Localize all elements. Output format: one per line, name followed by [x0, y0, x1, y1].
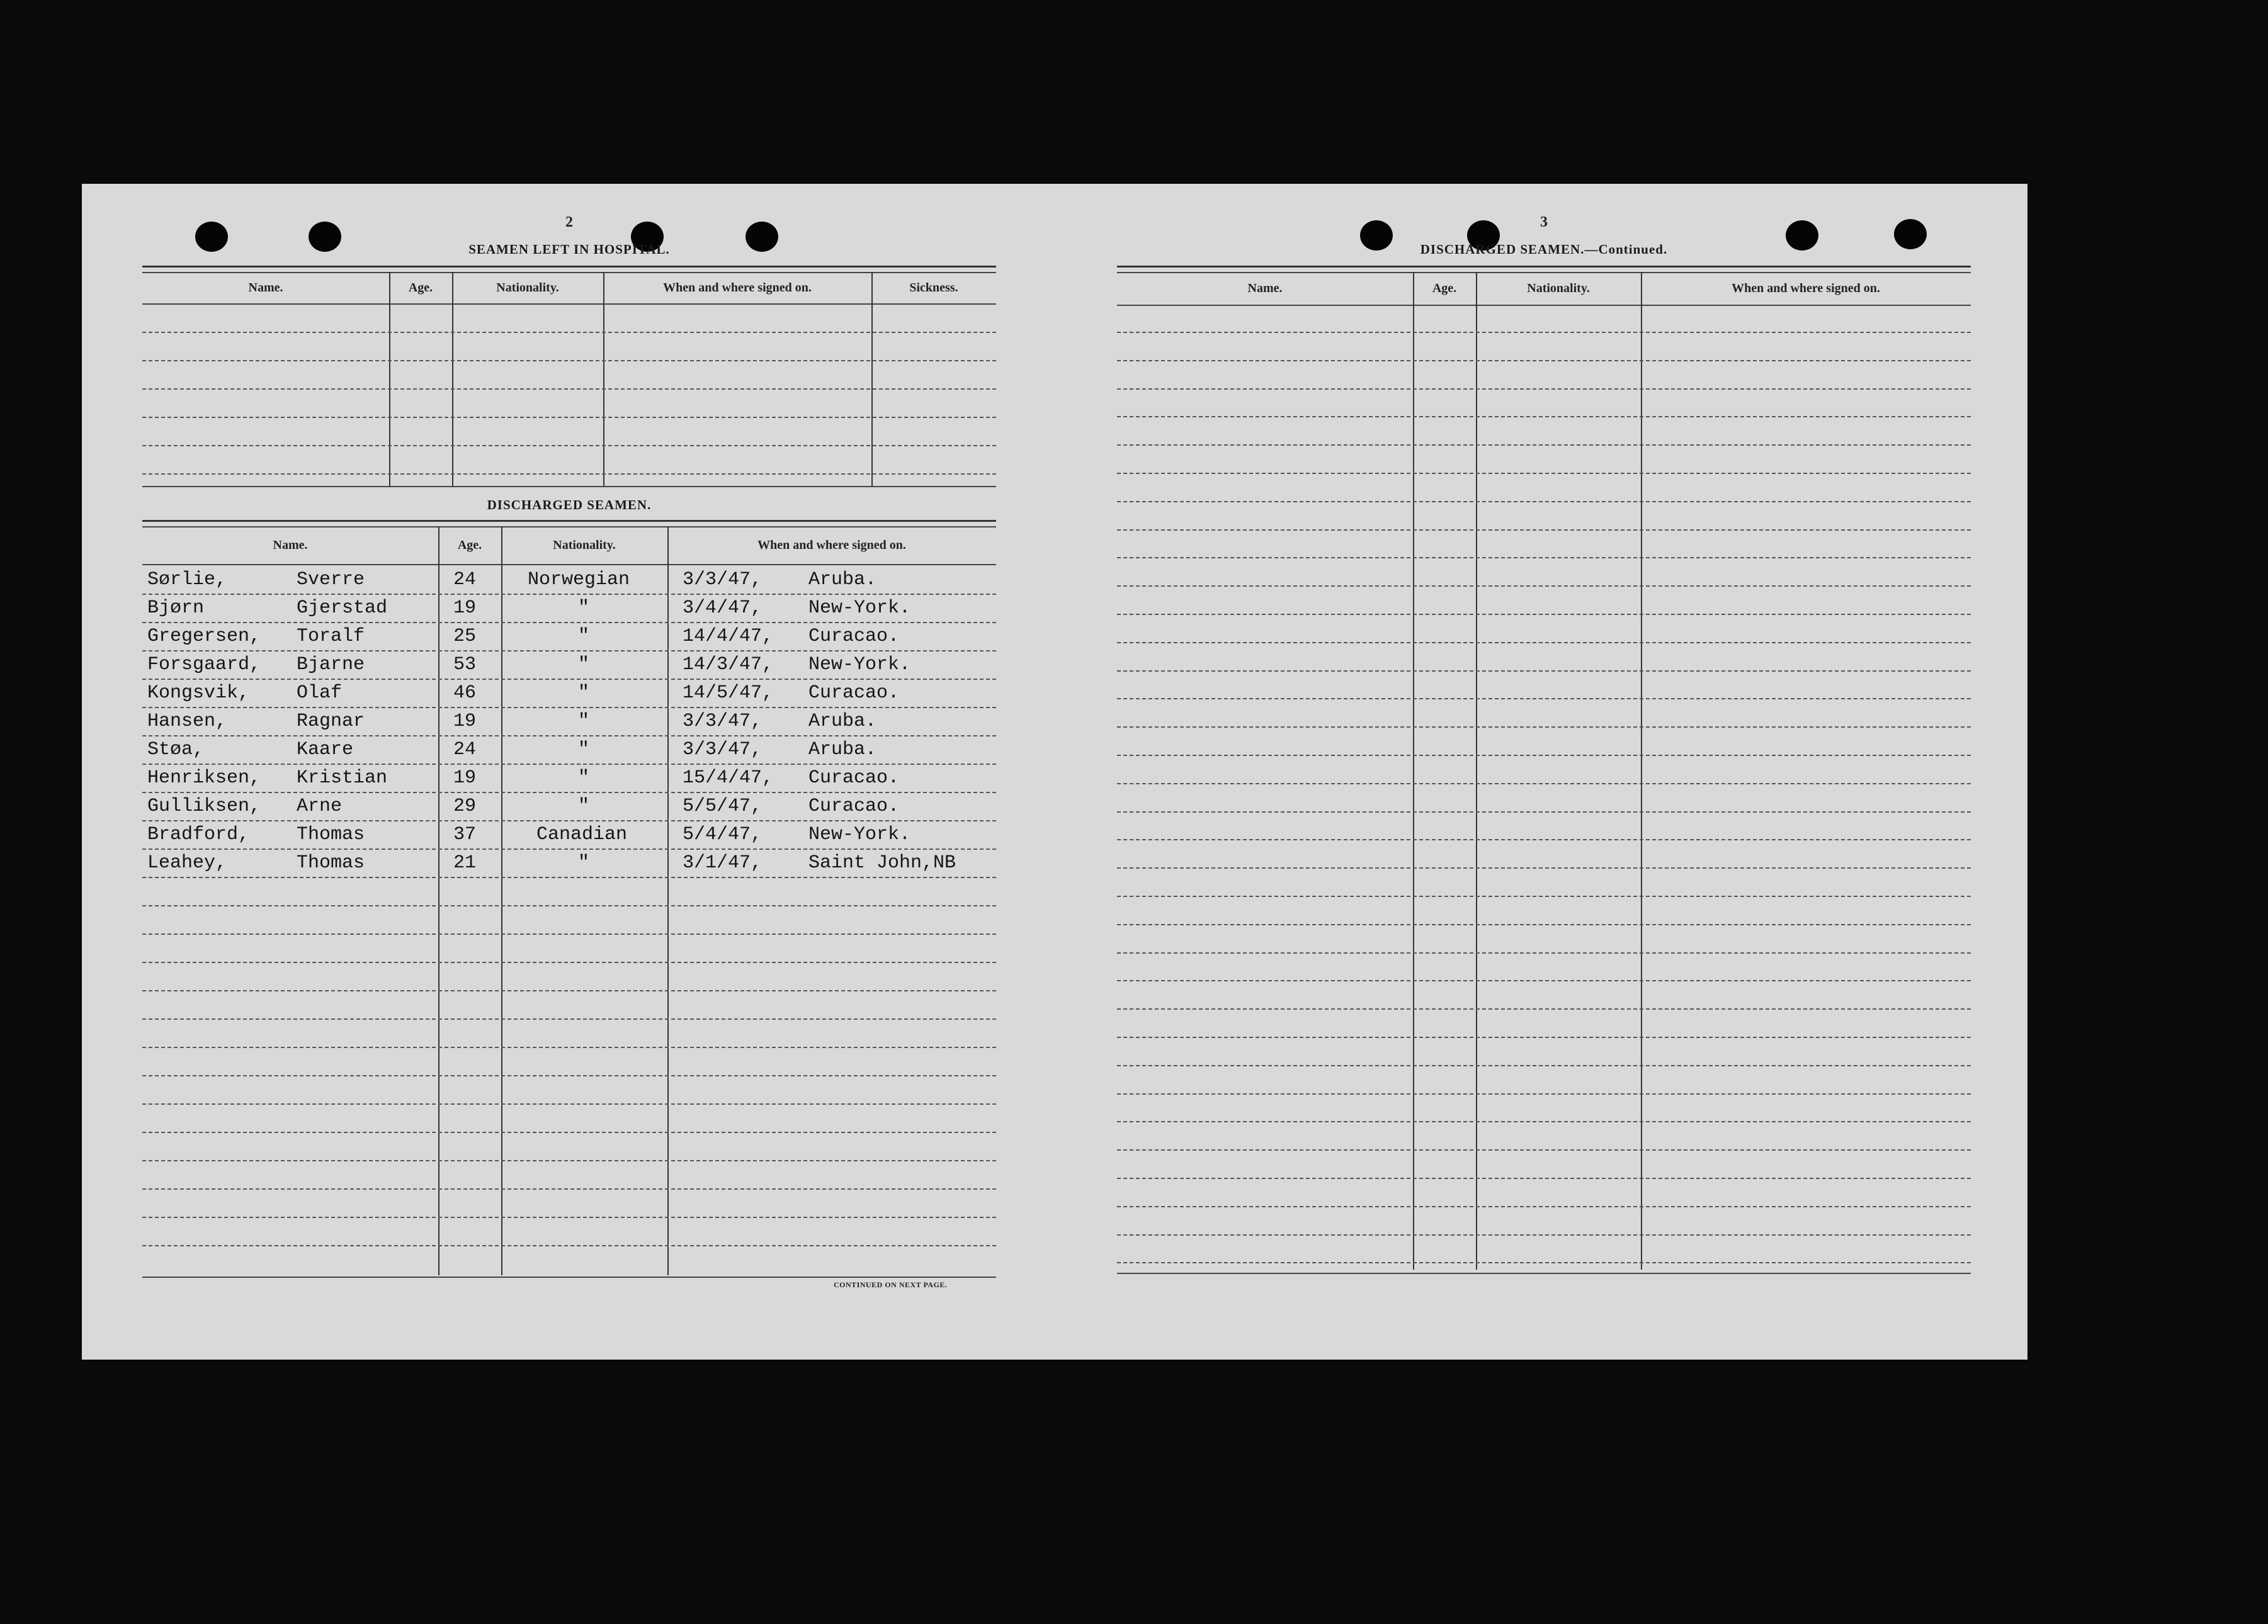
page-number: 3 [1540, 214, 1548, 230]
column-divider [389, 272, 390, 486]
table-bottom-rule [1117, 1273, 1971, 1274]
signed-place-cell: New-York. [808, 654, 911, 675]
given-name-cell: Bjarne [297, 654, 365, 675]
dotted-line [1117, 698, 1971, 699]
surname-cell: Hansen, [147, 711, 227, 732]
dotted-line [142, 445, 996, 446]
ruling-lines [1117, 272, 1971, 1279]
dotted-line [1117, 896, 1971, 897]
age-cell: 19 [453, 711, 477, 732]
surname-cell: Støa, [147, 739, 205, 760]
signed-date-cell: 15/4/47, [683, 767, 774, 789]
column-header-nationality: Nationality. [1527, 281, 1590, 295]
nationality-cell: " [578, 654, 590, 675]
column-header-signed-on: When and where signed on. [757, 538, 906, 552]
dotted-line [142, 962, 996, 963]
age-cell: 37 [453, 824, 477, 845]
given-name-cell: Olaf [297, 682, 343, 704]
given-name-cell: Thomas [297, 824, 365, 845]
column-header-name: Name. [273, 538, 308, 552]
dotted-line [142, 933, 996, 935]
column-header-age: Age. [408, 281, 433, 295]
dotted-line [1117, 952, 1971, 954]
surname-cell: Sørlie, [147, 569, 227, 590]
page-number: 2 [565, 214, 573, 230]
dotted-line [1117, 1262, 1971, 1263]
dotted-line [142, 650, 996, 651]
given-name-cell: Kaare [297, 739, 354, 760]
signed-date-cell: 14/5/47, [683, 682, 774, 704]
given-name-cell: Ragnar [297, 711, 365, 732]
signed-place-cell: Curacao. [808, 767, 900, 789]
dotted-line [142, 877, 996, 878]
surname-cell: Bradford, [147, 824, 250, 845]
dotted-line [1117, 1121, 1971, 1122]
dotted-line [1117, 473, 1971, 474]
dotted-line [142, 622, 996, 623]
age-cell: 29 [453, 796, 477, 817]
dotted-line [1117, 980, 1971, 981]
column-divider [603, 272, 604, 486]
dotted-line [142, 1103, 996, 1105]
signed-place-cell: New-York. [808, 824, 911, 845]
surname-cell: Leahey, [147, 852, 227, 874]
given-name-cell: Gjerstad [297, 597, 388, 619]
age-cell: 21 [453, 852, 477, 874]
nationality-cell: Norwegian [528, 569, 630, 590]
dotted-line [1117, 529, 1971, 531]
column-header-name: Name. [248, 281, 283, 295]
dotted-line [142, 332, 996, 333]
signed-place-cell: Aruba. [808, 739, 877, 760]
table-bottom-rule [142, 1277, 996, 1278]
signed-date-cell: 3/3/47, [683, 711, 763, 732]
dotted-line [142, 905, 996, 906]
dotted-line [1117, 755, 1971, 756]
discharged-table [142, 526, 996, 1282]
right-page [1117, 184, 1971, 1360]
age-cell: 25 [453, 626, 477, 647]
dotted-line [1117, 867, 1971, 869]
surname-cell: Gulliksen, [147, 796, 261, 817]
column-divider [452, 272, 453, 486]
dotted-line [1117, 416, 1971, 417]
nationality-cell: " [578, 626, 590, 647]
dotted-line [142, 473, 996, 475]
dotted-line [1117, 1178, 1971, 1179]
hospital-header-row [142, 272, 996, 305]
dotted-line [142, 1132, 996, 1133]
surname-cell: Gregersen, [147, 626, 261, 647]
column-header-sickness: Sickness. [909, 281, 958, 295]
column-header-signed-on: When and where signed on. [1732, 281, 1880, 295]
discharged-section-title: DISCHARGED SEAMEN. [487, 497, 652, 512]
given-name-cell: Thomas [297, 852, 365, 874]
column-header-signed-on: When and where signed on. [663, 281, 812, 295]
nationality-cell: " [578, 796, 590, 817]
signed-date-cell: 5/4/47, [683, 824, 763, 845]
dotted-line [142, 764, 996, 765]
column-header-age: Age. [457, 538, 482, 552]
nationality-cell: " [578, 682, 590, 704]
age-cell: 24 [453, 739, 477, 760]
ruling-lines [142, 526, 996, 1282]
discharged-continued-table [1117, 272, 1971, 1279]
dotted-line [1117, 1065, 1971, 1066]
dotted-line [142, 820, 996, 821]
dotted-line [1117, 360, 1971, 361]
dotted-line [1117, 1234, 1971, 1236]
dotted-line [1117, 1093, 1971, 1095]
signed-place-cell: Saint John,NB [808, 852, 956, 874]
dotted-line [1117, 1149, 1971, 1151]
age-cell: 53 [453, 654, 477, 675]
discharged-continued-title: DISCHARGED SEAMEN.—Continued. [1420, 242, 1668, 257]
dotted-line [142, 594, 996, 595]
column-header-age: Age. [1432, 281, 1457, 295]
dotted-line [142, 707, 996, 708]
dotted-line [1117, 670, 1971, 672]
surname-cell: Henriksen, [147, 767, 261, 789]
dotted-line [1117, 839, 1971, 840]
age-cell: 19 [453, 597, 477, 619]
dotted-line [142, 735, 996, 736]
dotted-line [1117, 332, 1971, 333]
signed-date-cell: 3/1/47, [683, 852, 763, 874]
dotted-line [142, 1075, 996, 1076]
nationality-cell: " [578, 739, 590, 760]
table-bottom-rule [142, 486, 996, 487]
column-divider [871, 272, 873, 486]
dotted-line [1117, 726, 1971, 728]
surname-cell: Kongsvik, [147, 682, 250, 704]
dotted-line [1117, 811, 1971, 813]
dotted-line [1117, 388, 1971, 390]
dotted-line [142, 792, 996, 793]
signed-place-cell: New-York. [808, 597, 911, 619]
dotted-line [1117, 1037, 1971, 1038]
column-header-nationality: Nationality. [496, 281, 559, 295]
signed-place-cell: Curacao. [808, 796, 900, 817]
signed-place-cell: Aruba. [808, 569, 877, 590]
dotted-line [1117, 501, 1971, 502]
dotted-line [142, 1245, 996, 1246]
dotted-line [1117, 642, 1971, 643]
age-cell: 19 [453, 767, 477, 789]
signed-date-cell: 3/3/47, [683, 569, 763, 590]
signed-place-cell: Curacao. [808, 682, 900, 704]
given-name-cell: Kristian [297, 767, 388, 789]
dotted-line [1117, 585, 1971, 587]
signed-date-cell: 14/3/47, [683, 654, 774, 675]
dotted-line [142, 1160, 996, 1161]
nationality-cell: " [578, 597, 590, 619]
column-header-nationality: Nationality. [553, 538, 616, 552]
dotted-line [142, 679, 996, 680]
nationality-cell: " [578, 852, 590, 874]
dotted-line [142, 417, 996, 418]
surname-cell: Bjørn [147, 597, 205, 619]
age-cell: 24 [453, 569, 477, 590]
signed-date-cell: 3/3/47, [683, 739, 763, 760]
document-sheet [82, 184, 2027, 1360]
signed-date-cell: 14/4/47, [683, 626, 774, 647]
dotted-line [1117, 444, 1971, 446]
dotted-line [1117, 1206, 1971, 1207]
hospital-section-title: SEAMEN LEFT IN HOSPITAL. [468, 242, 670, 257]
column-header-name: Name. [1247, 281, 1283, 295]
dotted-line [1117, 557, 1971, 558]
dotted-line [142, 388, 996, 390]
signed-place-cell: Aruba. [808, 711, 877, 732]
dotted-line [142, 849, 996, 850]
dotted-line [142, 360, 996, 361]
dotted-line [1117, 783, 1971, 784]
signed-place-cell: Curacao. [808, 626, 900, 647]
dotted-line [142, 1047, 996, 1048]
surname-cell: Forsgaard, [147, 654, 261, 675]
dotted-line [1117, 924, 1971, 925]
hospital-table [142, 272, 996, 489]
age-cell: 46 [453, 682, 477, 704]
left-page [142, 184, 996, 1360]
nationality-cell: " [578, 767, 590, 789]
dotted-line [142, 1018, 996, 1020]
given-name-cell: Toralf [297, 626, 365, 647]
nationality-cell: " [578, 711, 590, 732]
given-name-cell: Arne [297, 796, 343, 817]
given-name-cell: Sverre [297, 569, 365, 590]
dotted-line [142, 1217, 996, 1218]
nationality-cell: Canadian [536, 824, 628, 845]
dotted-line [142, 990, 996, 991]
dotted-line [1117, 1008, 1971, 1010]
continued-footnote: CONTINUED ON NEXT PAGE. [834, 1280, 948, 1289]
dotted-line [142, 1188, 996, 1190]
signed-date-cell: 3/4/47, [683, 597, 763, 619]
dotted-line [1117, 614, 1971, 615]
signed-date-cell: 5/5/47, [683, 796, 763, 817]
